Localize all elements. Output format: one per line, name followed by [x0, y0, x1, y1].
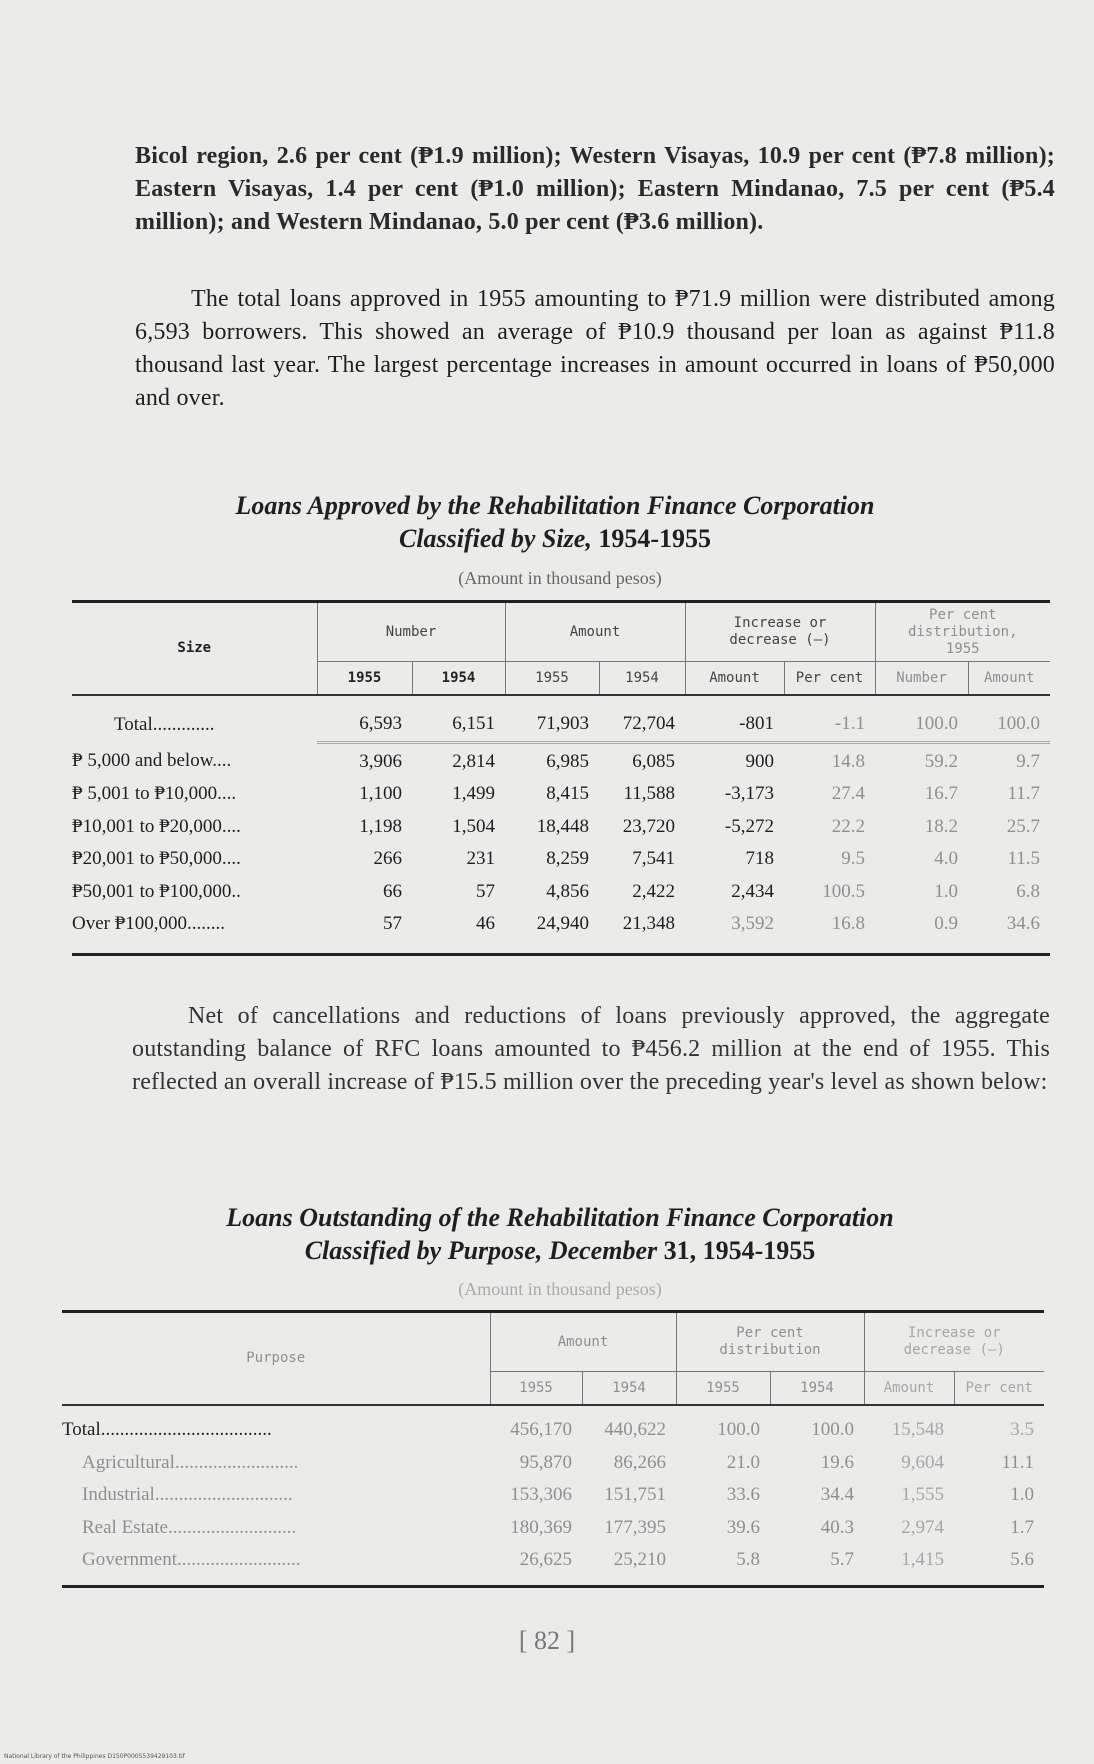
table-row: Over ₱100,000........ 57 46 24,940 21,348 3,592 16.8 0.9 34.6	[72, 913, 1040, 935]
page-number: [ 82 ]	[518, 1626, 576, 1655]
table-row: ₱ 5,000 and below.... 3,906 2,814 6,985 6,085 900 14.8 59.2 9.7	[72, 750, 1040, 772]
table1-title-line1: Loans Approved by the Rehabilitation Finance Corporation	[235, 491, 875, 520]
header-increase-percent: Per cent	[954, 1372, 1044, 1406]
header-size: Size	[72, 602, 317, 696]
table-row: ₱50,001 to ₱100,000.. 66 57 4,856 2,422 2,434 100.5 1.0 6.8	[72, 880, 1040, 902]
header-purpose: Purpose	[62, 1312, 490, 1406]
footer-source: National Library of the Philippines D150P0005539429103.tif	[4, 1753, 185, 1760]
table1-loans-by-size	[72, 600, 1050, 956]
header-pct-1955: 1955	[676, 1372, 770, 1406]
header-increase: Increase or decrease (—)	[685, 602, 875, 662]
header-amount: Amount	[490, 1312, 676, 1372]
table2-unit: (Amount in thousand pesos)	[458, 1279, 662, 1299]
header-increase-amount: Amount	[864, 1372, 954, 1406]
table-row: Industrial............................. 153,306 151,751 33.6 34.4 1,555 1.0	[82, 1484, 1034, 1506]
header-amount-1954: 1954	[599, 662, 685, 696]
table-row: Government.......................... 26,625 25,210 5.8 5.7 1,415 5.6	[82, 1549, 1034, 1571]
header-pct-amount: Amount	[968, 662, 1050, 696]
header-amount: Amount	[505, 602, 685, 662]
header-amount-1955: 1955	[505, 662, 599, 696]
header-increase-percent: Per cent	[784, 662, 875, 696]
header-percent-distribution: Per cent distribution, 1955	[875, 602, 1050, 662]
header-amount-1955: 1955	[490, 1372, 582, 1406]
table2-loans-by-purpose	[62, 1310, 1044, 1588]
header-increase: Increase or decrease (—)	[864, 1312, 1044, 1372]
header-number-1955: 1955	[317, 662, 412, 696]
header-increase-amount: Amount	[685, 662, 784, 696]
paragraph-total-loans: The total loans approved in 1955 amounting to ₱71.9 million were distributed among 6,593 borrowers. This showed an average of ₱10.9 thousand per loan as against ₱11.8 thousand last year. The largest percentage increases in amount occurred in loans of ₱50,000 and over.	[135, 286, 1055, 411]
header-pct-number: Number	[875, 662, 968, 696]
header-pct-1954: 1954	[770, 1372, 864, 1406]
header-number: Number	[317, 602, 505, 662]
table-row: ₱ 5,001 to ₱10,000.... 1,100 1,499 8,415 11,588 -3,173 27.4 16.7 11.7	[72, 783, 1040, 805]
header-number-1954: 1954	[412, 662, 505, 696]
table-row: ₱20,001 to ₱50,000.... 266 231 8,259 7,541 718 9.5 4.0 11.5	[72, 848, 1040, 870]
table-row: Real Estate........................... 180,369 177,395 39.6 40.3 2,974 1.7	[82, 1516, 1034, 1538]
paragraph-regional-distribution: Bicol region, 2.6 per cent (₱1.9 million); Western Visayas, 10.9 per cent (₱7.8 million); Eastern Visayas, 1.4 per cent (₱1.0 million); Eastern Mindanao, 7.5 per cent (₱5.4 million); and Western Mindanao, 5.0 per cent (₱3.6 million).	[135, 143, 1055, 235]
table-row: Agricultural.......................... 95,870 86,266 21.0 19.6 9,604 11.1	[82, 1451, 1034, 1473]
table-row: ₱10,001 to ₱20,000.... 1,198 1,504 18,448 23,720 -5,272 22.2 18.2 25.7	[72, 815, 1040, 837]
paragraph-outstanding-balance: Net of cancellations and reductions of loans previously approved, the aggregate outstanding balance of RFC loans amounted to ₱456.2 million at the end of 1955. This reflected an overall increase of ₱15.5 million over the preceding year's level as shown below:	[132, 1003, 1050, 1095]
table1-title	[110, 489, 1000, 555]
table1-unit: (Amount in thousand pesos)	[458, 568, 662, 588]
table-row-total: Total............. 6,593 6,151 71,903 72,704 -801 -1.1 100.0 100.0	[72, 708, 1050, 742]
table2-title	[100, 1201, 1020, 1267]
header-percent-distribution: Per cent distribution	[676, 1312, 864, 1372]
table2-title-line1: Loans Outstanding of the Rehabilitation Finance Corporation	[226, 1203, 894, 1232]
table-row-total: Total.................................... 456,170 440,622 100.0 100.0 15,548 3.5	[62, 1419, 1034, 1441]
table2-title-line2: Classified by Purpose, December 31, 1954-1955	[304, 1236, 816, 1265]
table1-title-line2: Classified by Size, 1954-1955	[398, 524, 711, 553]
header-amount-1954: 1954	[582, 1372, 676, 1406]
